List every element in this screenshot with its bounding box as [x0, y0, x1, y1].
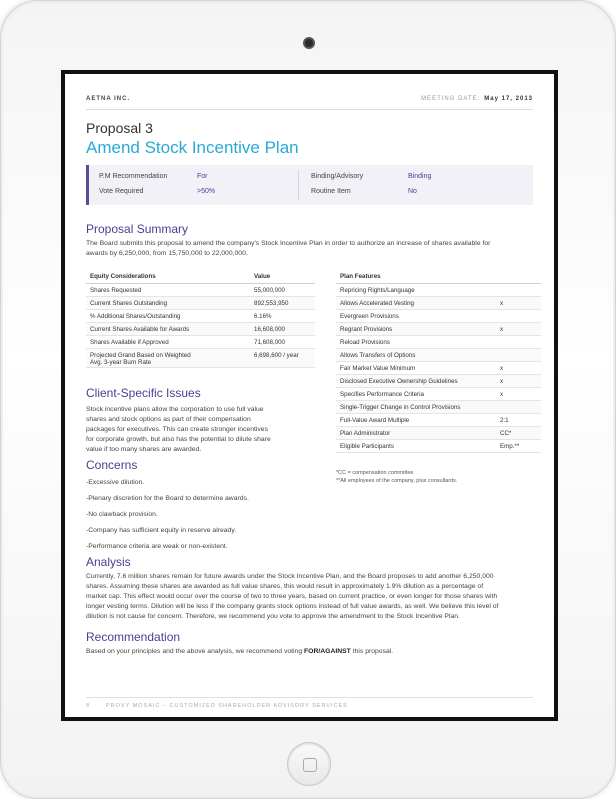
page-footer [86, 697, 533, 709]
row-label: Fair Market Value Minimum [340, 365, 416, 372]
document-page [65, 74, 554, 717]
concerns-heading: Concerns [86, 458, 138, 472]
footnote-2: **All employees of the company, plus consultants. [336, 478, 458, 484]
concern-item: -No clawback provision. [86, 511, 158, 518]
footnote-1: *CC = compensation committee [336, 470, 414, 476]
summary-heading: Proposal Summary [86, 222, 189, 236]
table-row [86, 284, 315, 297]
page-number: 8 [86, 703, 91, 709]
row-value: 6.16% [254, 313, 272, 320]
home-button[interactable] [287, 742, 331, 786]
table-row [86, 297, 315, 310]
equity-table-header [86, 272, 315, 284]
row-label: % Additional Shares/Outstanding [90, 313, 181, 320]
recommendation-vote: FOR/AGAINST [304, 648, 351, 655]
table-row [336, 375, 541, 388]
proposal-title: Amend Stock Incentive Plan [86, 138, 299, 157]
equity-col1: Equity Considerations [90, 273, 156, 280]
analysis-line: shares. Assuming these shares are awarded as full value shares, this would result in approximately 1.9% dilution as a percentage of [86, 583, 484, 590]
table-row [336, 297, 541, 310]
concern-item: -Company has sufficient equity in reserve already. [86, 527, 237, 534]
analysis-text [86, 572, 498, 622]
binding-label: Binding/Advisory [311, 173, 364, 180]
row-label [90, 352, 191, 366]
footer-text: PROXY MOSAIC – CUSTOMIZED SHAREHOLDER ADVISORY SERVICES [106, 703, 348, 709]
summary-text [86, 239, 490, 259]
row-label: Shares Available if Approved [90, 339, 169, 346]
vote-label: Vote Required [99, 188, 144, 195]
table-row [336, 310, 541, 323]
equity-col2: Value [254, 273, 271, 280]
analysis-line: longer vesting terms. Dilution will be less if the company grants stock options instead of full value awards, as well. We believe this level of [86, 603, 499, 610]
row-label: Specifies Performance Criteria [340, 391, 424, 398]
row-label: Current Shares Outstanding [90, 300, 168, 307]
table-row [336, 401, 541, 414]
row-label: Full-Value Award Multiple [340, 417, 410, 424]
client-issues-line: shares and stock options as part of their compensation [86, 416, 251, 423]
proposal-number: Proposal 3 [86, 120, 153, 136]
meeting-date [421, 96, 533, 102]
rec-label: P.M Recommendation [99, 173, 168, 180]
row-value: x [500, 365, 504, 372]
analysis-line: Currently, 7.6 million shares remain for future awards under the Stock Incentive Plan, and the Board proposes to add another 6,250,000 [86, 573, 494, 580]
info-box [86, 165, 533, 205]
home-square-icon [303, 758, 317, 772]
plan-col1: Plan Features [340, 273, 381, 280]
recommendation-heading: Recommendation [86, 630, 181, 644]
table-row [86, 323, 315, 336]
table-row [336, 349, 541, 362]
page-header [86, 92, 533, 110]
row-label: Current Shares Available for Awards [90, 326, 190, 333]
row-label: Evergreen Provisions [340, 313, 399, 320]
row-label: Allows Accelerated Vesting [340, 300, 414, 307]
row-label: Single-Trigger Change in Control Provisions [340, 404, 461, 411]
row-value: Emp.** [500, 443, 520, 450]
row-label: Eligible Participants [340, 443, 394, 450]
meeting-date-label: MEETING DATE: [421, 96, 481, 102]
camera-icon [303, 37, 315, 49]
row-label: Disclosed Executive Ownership Guidelines [340, 378, 458, 385]
table-row [86, 310, 315, 323]
table-row [336, 362, 541, 375]
equity-table [86, 272, 315, 368]
summary-line: The Board submits this proposal to amend the company's Stock Incentive Plan in order to authorize an increase of shares available for [86, 240, 491, 247]
table-row [336, 323, 541, 336]
concern-item: -Plenary discretion for the Board to determine awards. [86, 495, 249, 502]
table-row [336, 336, 541, 349]
analysis-line: dilution is not cause for concern. Therefore, we recommend you vote to approve the amendment to the Stock Incentive Plan. [86, 613, 460, 620]
table-row [336, 388, 541, 401]
table-row [86, 336, 315, 349]
routine-label: Routine Item [311, 188, 351, 195]
row-label: Repricing Rights/Language [340, 287, 415, 294]
recommendation-text-before: Based on your principles and the above analysis, we recommend voting [86, 648, 305, 655]
table-row [86, 349, 315, 368]
vote-value: >50% [197, 188, 216, 195]
concern-item: -Performance criteria are weak or non-existent. [86, 543, 228, 550]
client-issues-heading: Client-Specific Issues [86, 386, 201, 400]
row-label: Shares Requested [90, 287, 142, 294]
table-row [336, 427, 541, 440]
row-value: 892,553,950 [254, 300, 289, 307]
recommendation-text-after: this proposal. [350, 648, 394, 655]
table-row [336, 440, 541, 453]
row-value: x [500, 300, 504, 307]
row-label: Regrant Provisions [340, 326, 393, 333]
meeting-date-value: May 17, 2013 [484, 96, 533, 102]
row-value: CC* [500, 430, 512, 437]
routine-value: No [408, 188, 417, 195]
row-label-line1: Projected Grand Based on Weighted [90, 352, 191, 359]
row-value: x [500, 378, 504, 385]
row-label: Allows Transfers of Options [340, 352, 416, 359]
concern-item: -Excessive dilution. [86, 479, 145, 486]
row-value: 6,698,600 / year [254, 352, 299, 359]
tablet-screen [61, 70, 558, 721]
rec-value: For [197, 173, 208, 180]
info-divider [298, 170, 299, 200]
client-issues-line: value if too many shares are awarded. [86, 446, 202, 453]
row-label: Reload Provisions [340, 339, 390, 346]
summary-line: awards by 6,250,000, from 15,750,000 to 22,000,000. [86, 250, 248, 257]
company-name: AETNA INC. [86, 96, 131, 102]
client-issues-text [86, 405, 271, 455]
recommendation-text [86, 647, 393, 657]
plan-table-header [336, 272, 541, 284]
table-row [336, 414, 541, 427]
analysis-heading: Analysis [86, 555, 131, 569]
plan-footnotes [336, 469, 457, 485]
client-issues-line: Stock incentive plans allow the corporation to use full value [86, 406, 264, 413]
row-value: 71,608,000 [254, 339, 285, 346]
row-value: 55,000,000 [254, 287, 285, 294]
row-label-line2: Avg. 3-year Burn Rate [90, 359, 152, 366]
client-issues-line: for corporate growth, but also has the potential to dilute share [86, 436, 271, 443]
row-value: 16,608,000 [254, 326, 285, 333]
row-label: Plan Administrator [340, 430, 391, 437]
row-value: x [500, 391, 504, 398]
row-value: x [500, 326, 504, 333]
table-row [336, 284, 541, 297]
analysis-line: market cap. This effect would occur over the course of two to three years, based on current practice, or even longer for those shares with [86, 593, 498, 600]
client-issues-line: packages for executives. This can create stronger incentives [86, 426, 268, 433]
plan-features-table [336, 272, 541, 453]
binding-value: Binding [408, 173, 432, 180]
row-value: 2:1 [500, 417, 509, 424]
